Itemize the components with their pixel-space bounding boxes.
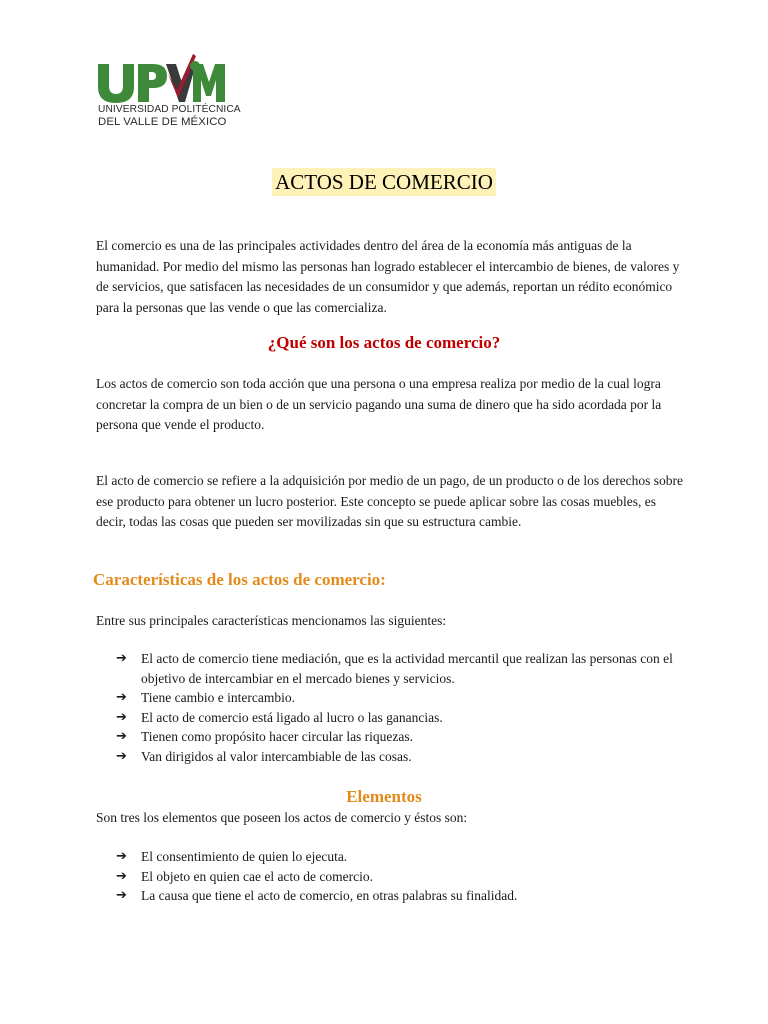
list-item-text: Tienen como propósito hacer circular las riquezas. (141, 729, 414, 745)
list-item (116, 708, 686, 728)
intro-paragraph: El comercio es una de las principales actividades dentro del área de la economía más antiguas de la humanidad. Por medio del mismo las personas han logrado establecer el intercambio de bienes, de valores y de servicios, que satisfacen las necesidades de un consumidor y que además, reportan un rédito económico para la personas que las vende o que las comercializa. (96, 238, 680, 315)
title-wrap (0, 168, 768, 196)
arrow-bullet-icon: ➔ (116, 690, 127, 706)
list-item-text: Van dirigidos al valor intercambiable de las cosas. (141, 748, 412, 764)
list-item (116, 688, 686, 708)
list-item (116, 727, 686, 747)
arrow-bullet-icon: ➔ (116, 888, 127, 904)
upvm-logo (96, 44, 241, 128)
arrow-bullet-icon: ➔ (116, 868, 127, 884)
list-item-text: La causa que tiene el acto de comercio, en otras palabras su finalidad. (141, 888, 518, 904)
arrow-bullet-icon: ➔ (116, 651, 127, 666)
list-item (116, 886, 686, 906)
list-item (116, 847, 686, 867)
list-item-text: Tiene cambio e intercambio. (141, 690, 295, 706)
list-item-text: El acto de comercio tiene mediación, que es la actividad mercantil que realizan las personas con el objetivo de intercambiar en el mercado bienes y servicios. (141, 651, 673, 686)
list-item (116, 747, 686, 767)
logo-caption-line1: UNIVERSIDAD POLITÉCNICA (98, 104, 241, 115)
list-item (116, 867, 686, 887)
logo-caption (98, 104, 241, 128)
list-item-text: El consentimiento de quien lo ejecuta. (141, 849, 348, 864)
caracteristicas-intro: Entre sus principales características mencionamos las siguientes: (96, 613, 447, 628)
list-item-text: El acto de comercio está ligado al lucro o las ganancias. (141, 709, 443, 725)
arrow-bullet-icon: ➔ (116, 709, 127, 725)
arrow-bullet-icon: ➔ (116, 849, 127, 864)
arrow-bullet-icon: ➔ (116, 748, 127, 764)
section-heading-elementos: Elementos (346, 787, 422, 806)
section1-paragraph-1: Los actos de comercio son toda acción que una persona o una empresa realiza por medio de la cual logra concretar la compra de un bien o de un servicio pagando una suma de dinero que ha sido acordada por la persona que vende el producto. (96, 376, 662, 433)
elementos-intro: Son tres los elementos que poseen los actos de comercio y éstos son: (96, 810, 468, 825)
arrow-bullet-icon: ➔ (116, 729, 127, 745)
document-title: ACTOS DE COMERCIO (272, 168, 496, 196)
list-item (116, 649, 686, 688)
section1-paragraph-2: El acto de comercio se refiere a la adquisición por medio de un pago, de un producto o de los derechos sobre ese producto para obtener un lucro posterior. Este concepto se puede aplicar sobre las cosas muebles, es decir, todas las cosas que pueden ser movilizadas sin que su estructura cambie. (96, 473, 684, 530)
list-item-text: El objeto en quien cae el acto de comercio. (141, 868, 374, 884)
logo-caption-line2: DEL VALLE DE MÉXICO (98, 116, 227, 128)
section-heading-que-son: ¿Qué son los actos de comercio? (267, 333, 501, 352)
upvm-logo-mark (96, 52, 228, 104)
elementos-list (116, 847, 686, 906)
caracteristicas-list (116, 649, 686, 767)
section-heading-caracteristicas: Características de los actos de comercio: (93, 570, 386, 589)
